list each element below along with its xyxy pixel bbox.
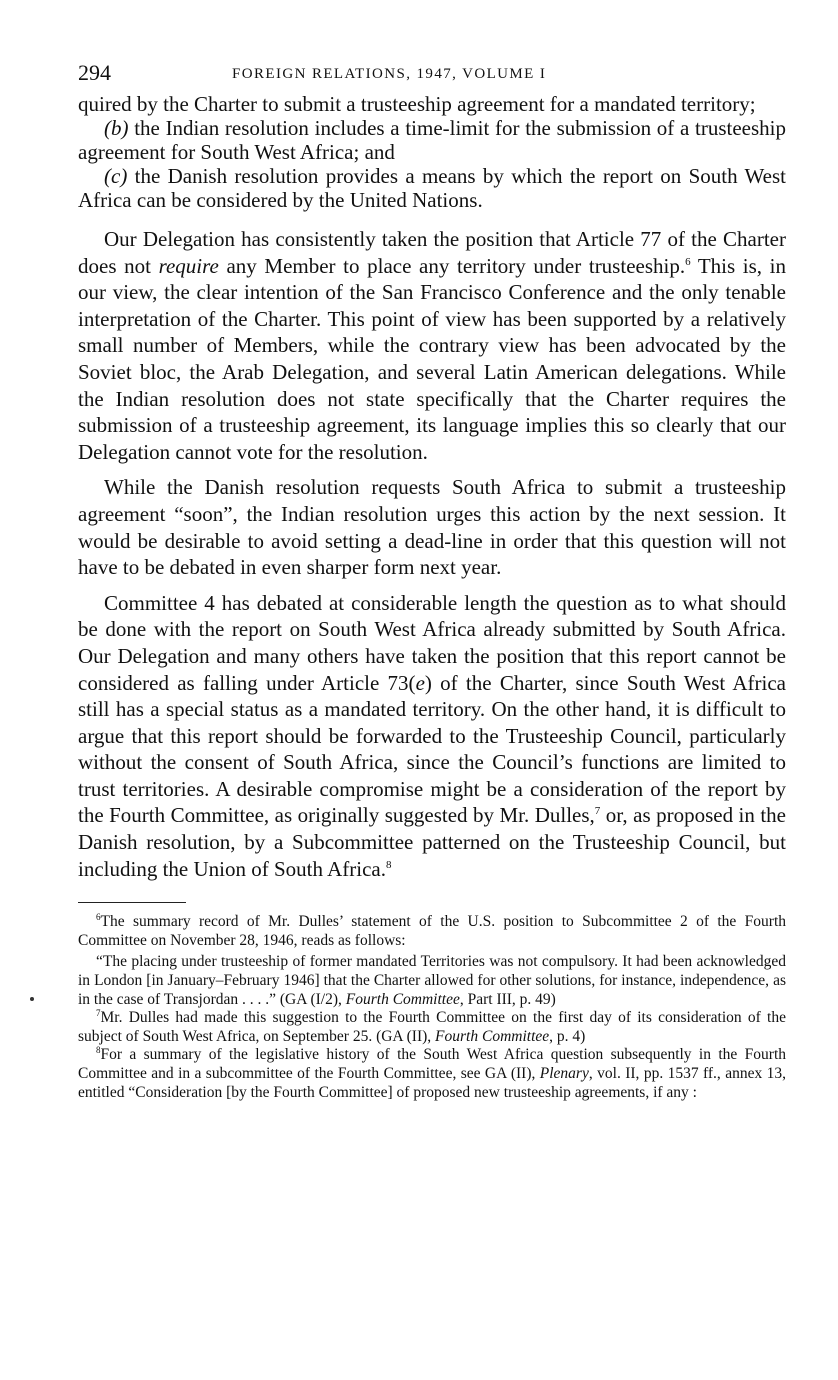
footnote-ref-6: 6 [685,255,691,268]
paragraph-danish-resolution: While the Danish resolution requests South Africa to submit a trusteeship agreement “soon”, the Indian resolution urges this action by the next session. It would be desirable to avoid setting a dead-line in order that this question will not have to be debated in even sharper form next year. [78,475,786,580]
paragraph-continued: quired by the Charter to submit a trusteeship agreement for a mandated territory; [78,92,756,116]
item-b: (b) the Indian resolution includes a time-limit for the submission of a trusteeship agreement for South West Africa; and [78,116,786,164]
item-b-label: (b) [104,116,129,140]
item-c-label: (c) [104,164,128,188]
item-c: (c) the Danish resolution provides a means by which the report on South West Africa can be considered by the United Nations. [78,164,786,212]
footnote-ref-8: 8 [385,858,392,871]
paragraph-article-77: Our Delegation has consistently taken the position that Article 77 of the Charter does not require any Member to place any territory under trusteeship.$^6$ This is, in our view, the clear intention of the San Francisco Conference and the only tenable interpretation of the Charter. This point of view has been supported by a relatively small number of Members, while the contrary view has been advocated by the Soviet bloc, the Arab Delegation, and several Latin American delegations. While the Indian resolution does not state specifically that the Charter requires the submission of a trusteeship agreement, its language implies this so clearly that our Delegation cannot vote for the resolution. [78,227,787,464]
margin-mark [30,997,34,1001]
footnote-6: $^6$The summary record of Mr. Dulles’ statement of the U.S. position to Subcommittee 2 of the Fourth Committee on November 28, 1946, reads as follows: [78,912,786,949]
page-header [78,58,786,92]
footnotes [78,913,786,1102]
footnote-6-quote: “The placing under trusteeship of former mandated Territories was not compulsory. It had been acknowledged in London [in January–February 1946] that the Charter allowed for other solutions, for instance, independence, as in the case of Transjordan . . . .” (GA (I/2), Fourth Committee, Part III, p. 49) [78,953,786,1008]
page-number: 294 [78,60,111,85]
main-text [78,92,786,882]
footnote-divider [78,902,186,903]
paragraph-committee-4: Committee 4 has debated at considerable length the question as to what should be done with the report on South West Africa already submitted by South Africa. Our Delegation and many others have taken the position that this report cannot be considered as falling under Article 73(e) of the Charter, since South West Africa still has a special status as a mandated territory. On the other hand, it is difficult to argue that this report should be forwarded to the Trusteeship Council, particularly without the consent of South Africa, since the Council’s functions are limited to trust territories. A desirable compromise might be a consideration of the report by the Fourth Committee, as originally suggested by Mr. Dulles,$^7$ or, as proposed in the Danish resolution, by a Subcommittee patterned on the Trusteeship Council, but including the Union of South Africa.$^8$ [78,590,786,881]
footnote-7: $^7$Mr. Dulles had made this suggestion to the Fourth Committee on the first day of its consideration of the subject of South West Africa, on September 25. (GA (II), Fourth Committee, p. 4) [78,1008,786,1045]
footnote-8: $^8$For a summary of the legislative history of the South West Africa question subsequently in the Fourth Committee and in a subcommittee of the Fourth Committee, see GA (II), Plenary, vol. II, pp. 1537 ff., annex 13, entitled “Consideration [by the Fourth Committee] of proposed new trusteeship agreements, if any : [78,1045,786,1101]
running-head: FOREIGN RELATIONS, 1947, VOLUME I [232,66,547,82]
footnote-ref-7: 7 [594,805,601,818]
document-page [78,58,786,1102]
